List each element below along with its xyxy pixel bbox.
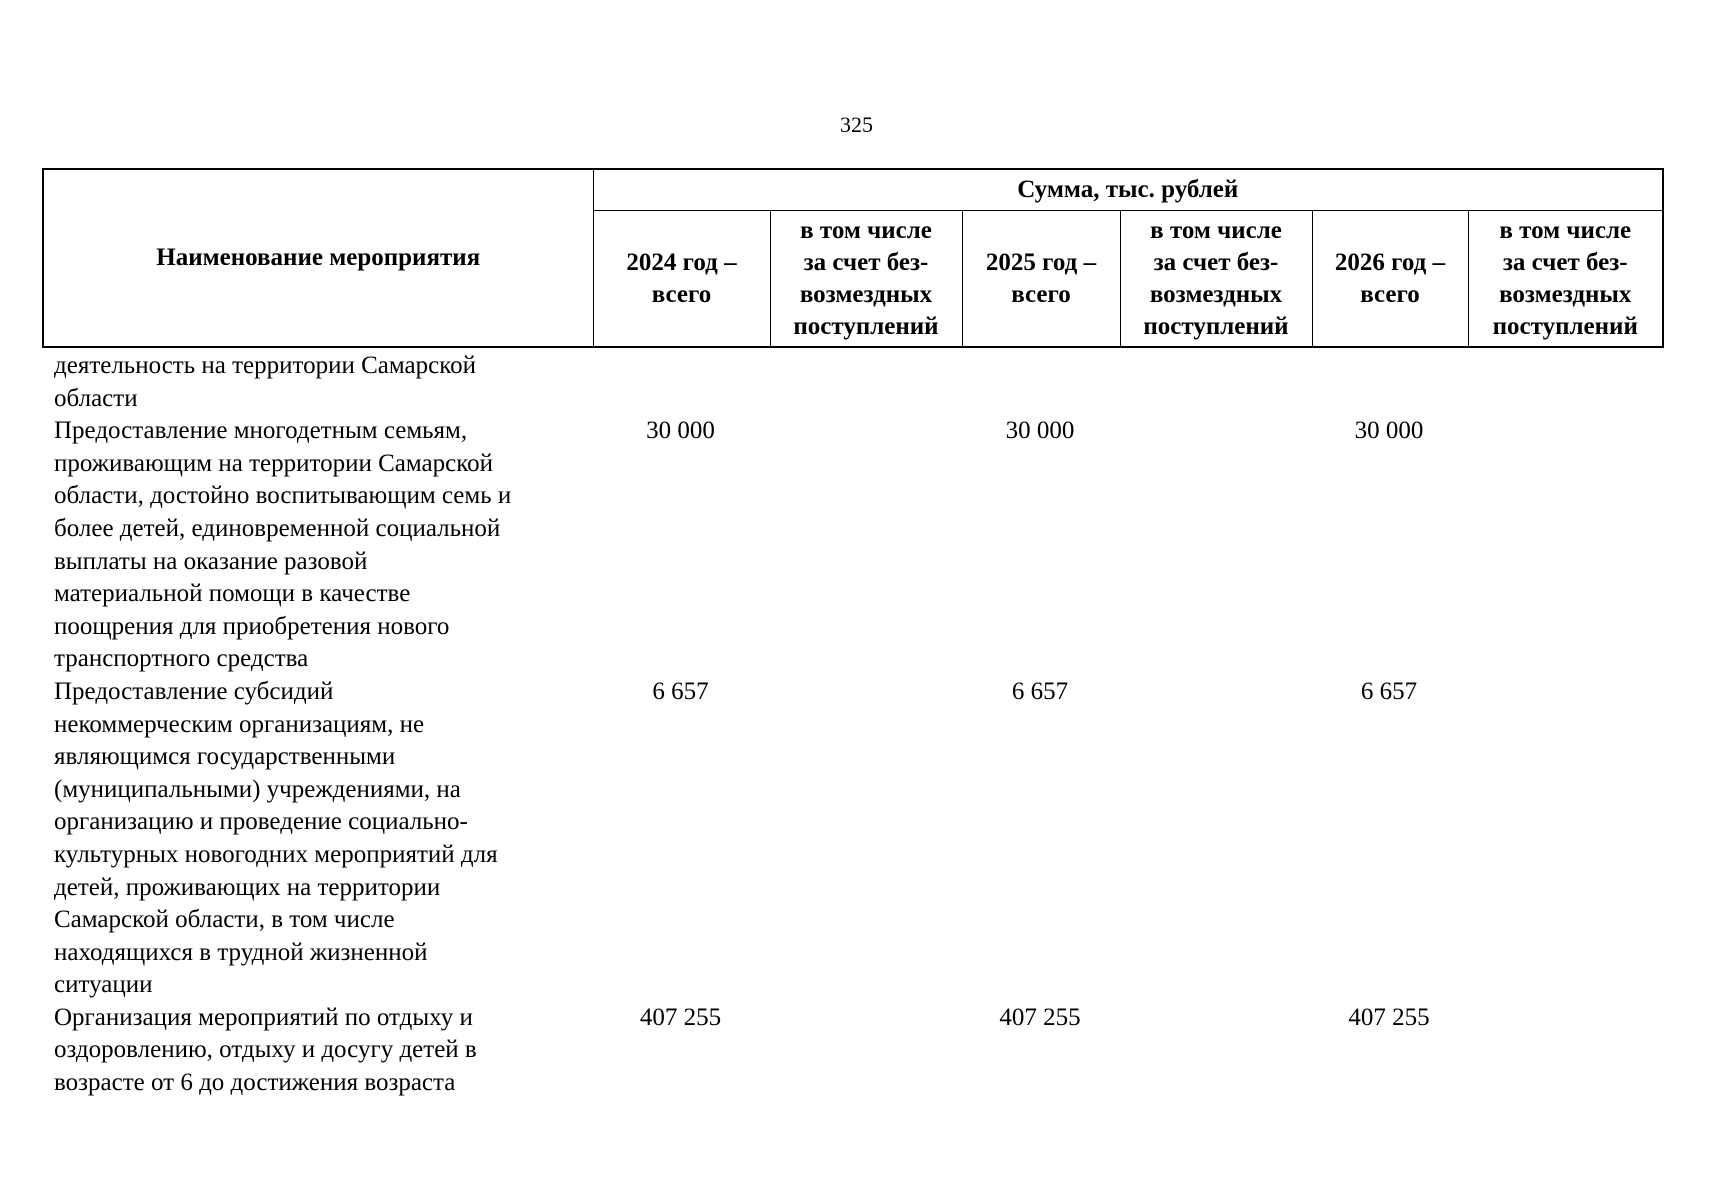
table-row <box>42 676 1662 1002</box>
row-name: деятельность на территории Самарской области <box>54 352 476 412</box>
row-name: Организация мероприятий по отдыху и оздоровлению, отдыху и досугу детей в возрасте от 6 до достижения возраста <box>54 1003 477 1097</box>
value-2026-gratuitous <box>1467 1002 1662 1100</box>
value-2025-gratuitous <box>1119 676 1311 1002</box>
page-number: 325 <box>840 112 873 137</box>
value-2026-total: 30 000 <box>1354 417 1424 445</box>
table-row <box>42 1002 1662 1100</box>
table-row <box>42 350 1662 415</box>
header-sum: Сумма, тыс. рублей <box>593 169 1663 211</box>
header-2025-gratuitous: в том числе за счет без- возмездных поступлений <box>1120 211 1312 348</box>
value-2024-total: 6 657 <box>652 677 709 705</box>
value-2024-gratuitous <box>769 1002 961 1100</box>
value-2026-gratuitous <box>1467 676 1662 1002</box>
value-2026-total <box>1311 350 1467 415</box>
value-2026-total: 407 255 <box>1348 1003 1430 1031</box>
value-2025-gratuitous <box>1119 350 1311 415</box>
row-name: Предоставление многодетным семьям, проживающим на территории Самарской области, достойно воспитывающим семь и более детей, единовременной социальной выплаты на оказание разовой материальной помощи в качестве поощрения для приобретения нового транспортного средства <box>54 417 512 673</box>
header-2025-total: 2025 год – всего <box>962 211 1120 348</box>
value-2024-gratuitous <box>769 350 961 415</box>
table-header <box>42 168 1664 348</box>
row-name: Предоставление субсидий некоммерческим организациям, не являющимся государственными (муниципальными) учреждениями, на организацию и проведение социально- культурных новогодних мероприятий для детей, проживающих на территории Самарской области, в том числе находящихся в трудной жизненной ситуации <box>54 677 498 999</box>
header-2024-gratuitous: в том числе за счет без- возмездных поступлений <box>770 211 962 348</box>
value-2024-gratuitous <box>769 676 961 1002</box>
value-2025-total: 30 000 <box>1005 417 1075 445</box>
value-2026-total: 6 657 <box>1360 677 1418 705</box>
table-body <box>42 350 1662 1100</box>
value-2025-gratuitous <box>1119 415 1311 676</box>
value-2024-gratuitous <box>769 415 961 676</box>
header-name-column: Наименование мероприятия <box>43 169 593 347</box>
value-2024-total <box>592 350 769 415</box>
value-2024-total: 407 255 <box>639 1003 722 1031</box>
value-2026-gratuitous <box>1467 415 1662 676</box>
header-2024-total: 2024 год – всего <box>593 211 770 348</box>
table-row <box>42 415 1662 676</box>
value-2025-total: 407 255 <box>999 1003 1081 1031</box>
value-2025-gratuitous <box>1119 1002 1311 1100</box>
header-2026-total: 2026 год – всего <box>1312 211 1468 348</box>
value-2024-total: 30 000 <box>646 417 715 445</box>
value-2026-gratuitous <box>1467 350 1662 415</box>
value-2025-total: 6 657 <box>1011 677 1069 705</box>
header-2026-gratuitous: в том числе за счет без- возмездных поступлений <box>1468 211 1663 348</box>
value-2025-total <box>961 350 1119 415</box>
